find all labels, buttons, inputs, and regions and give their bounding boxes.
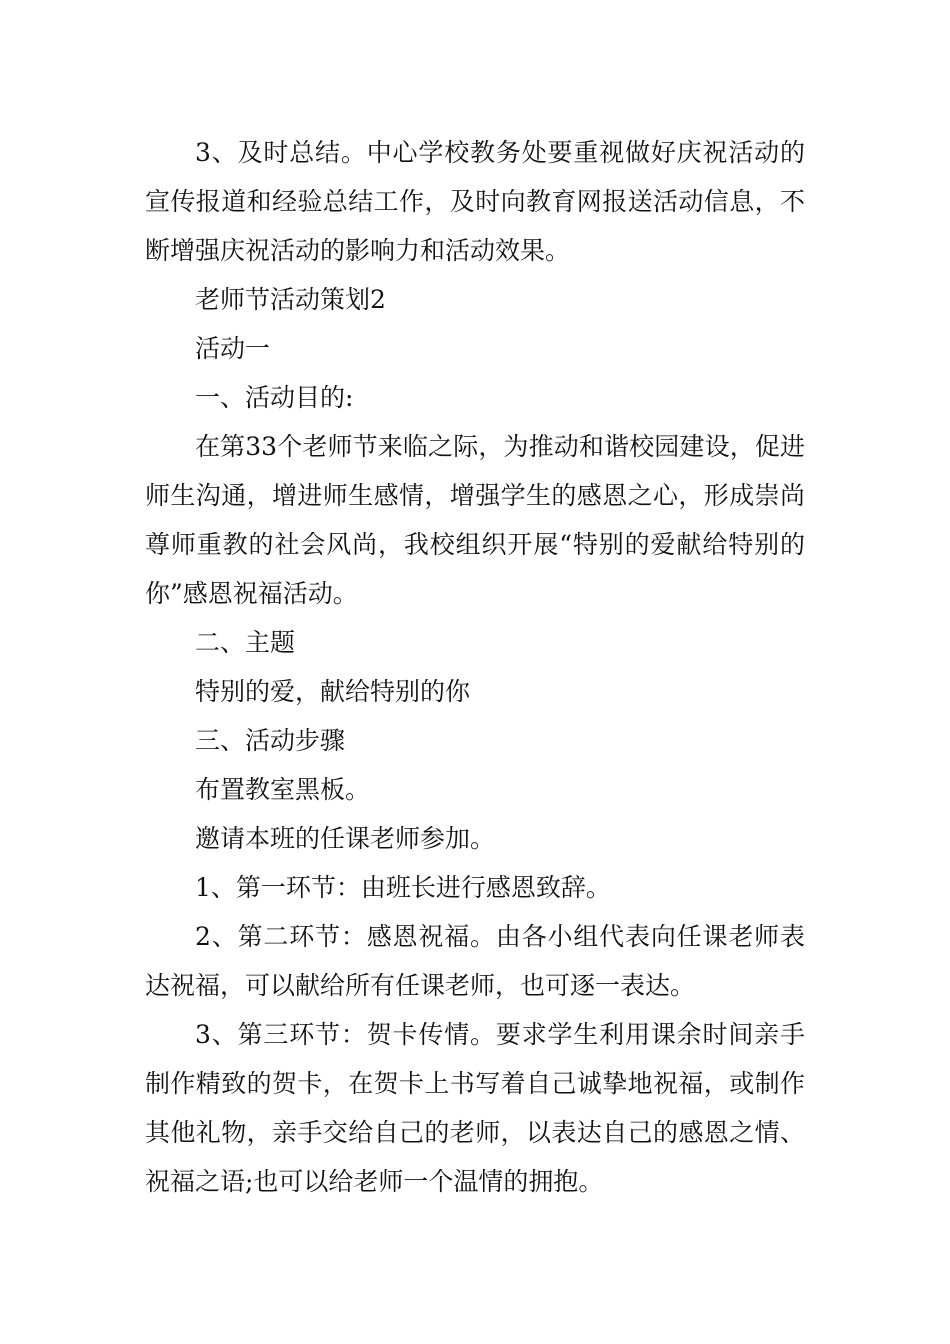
theme-heading: 二、主题 [195,628,296,657]
step-3-greeting-cards: 3、第三环节：贺卡传情。要求学生利用课余时间亲手制作精致的贺卡，在贺卡上书写着自己诚挚地祝福，或制作其他礼物，亲手交给自己的老师，以表达自己的感恩之情、祝福之语;也可以给老师一个温情的拥抱。 [145,1020,805,1196]
theme-text: 特别的爱，献给特别的你 [195,677,471,706]
step-2-blessing: 2、第二环节：感恩祝福。由各小组代表向任课老师表达祝福，可以献给所有任课老师，也可逐一表达。 [145,922,805,1000]
purpose-heading: 一、活动目的: [195,383,354,412]
activity-heading: 活动一 [195,334,271,363]
paragraph-purpose: 在第33个老师节来临之际，为推动和谐校园建设，促进师生沟通，增进师生感情，增强学生的感恩之心，形成崇尚尊师重教的社会风尚，我校组织开展“特别的爱献给特别的你”感恩祝福活动。 [145,432,805,608]
step-1-speech: 1、第一环节：由班长进行感恩致辞。 [195,873,611,902]
step-blackboard: 布置教室黑板。 [195,775,371,804]
document-body [145,128,805,1206]
paragraph-summary: 3、及时总结。中心学校教务处要重视做好庆祝活动的宣传报道和经验总结工作，及时向教育网报送活动信息，不断增强庆祝活动的影响力和活动效果。 [145,138,805,265]
step-invite-teachers: 邀请本班的任课老师参加。 [195,824,496,853]
section-title-plan-2: 老师节活动策划2 [195,285,386,314]
steps-heading: 三、活动步骤 [195,726,346,755]
